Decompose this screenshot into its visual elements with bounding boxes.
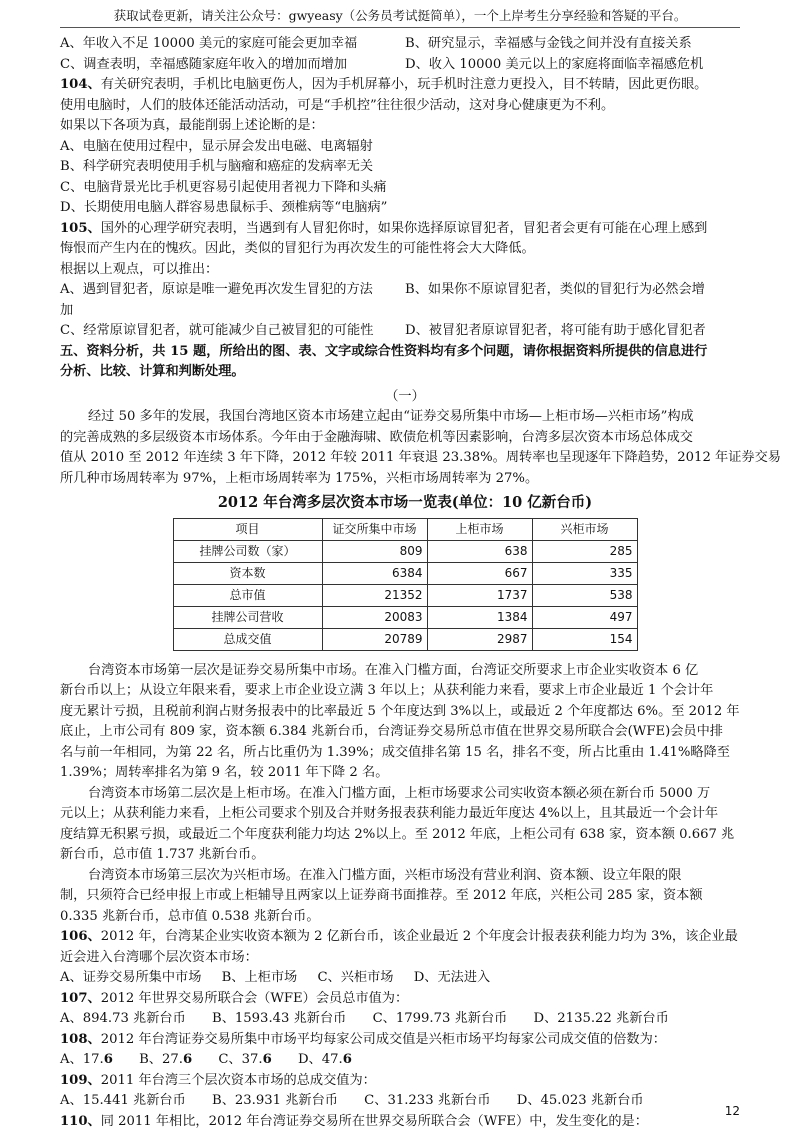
q107-stem: 2012 年世界交易所联合会（WFE）会员总市值为： xyxy=(100,990,409,1006)
table-cell: 21352 xyxy=(322,584,427,606)
q105-option-c: C、经常原谅冒犯者，就可能减少自己被冒犯的可能性 xyxy=(60,323,374,338)
table-header: 项目 xyxy=(173,518,322,540)
table-cell: 资本数 xyxy=(173,562,322,584)
q105-option-b: B、如果你不原谅冒犯者，类似的冒犯行为必然会增 xyxy=(405,282,705,297)
q104-stem-2: 使用电脑时，人们的肢体还能活动活动，可是“手机控”往往很少活动，这对身心健康更为不利。 xyxy=(60,97,615,113)
table-cell: 20789 xyxy=(322,628,427,650)
para2-line-3: 度无累计亏损，且税前利润占财务报表中的比率最近 5 个年度达到 3%以上，或最近 2 个年度都达 6%。至 2012 年 xyxy=(60,703,740,719)
q107-option-b: B、1593.43 兆新台币 xyxy=(212,1011,347,1026)
table-cell: 497 xyxy=(532,606,637,628)
q108-option-c-digit: 6 xyxy=(262,1052,272,1067)
q108-options xyxy=(60,1050,750,1071)
q104-number: 104、 xyxy=(60,77,101,92)
q108-option-a-digit: 6 xyxy=(103,1052,113,1067)
table-cell: 1384 xyxy=(427,606,532,628)
table-cell: 6384 xyxy=(322,562,427,584)
q107-option-c: C、1799.73 兆新台币 xyxy=(372,1011,508,1026)
q106-number: 106、 xyxy=(60,929,101,944)
q105-question: 根据以上观点，可以推出： xyxy=(60,261,219,277)
q108-option-b-digit: 6 xyxy=(182,1052,193,1067)
q108-option-d-digit: 6 xyxy=(342,1052,352,1067)
q108-option-d xyxy=(298,1052,352,1067)
q107-options xyxy=(60,1009,750,1030)
q110-stem: 同 2011 年相比，2012 年台湾证券交易所在世界交易所联合会（WFE）中，发生变化的是： xyxy=(100,1113,648,1129)
q108-stem-line xyxy=(60,1030,750,1051)
table-cell: 总成交值 xyxy=(173,628,322,650)
q109-number: 109、 xyxy=(60,1072,101,1088)
q106-stem-2: 近会进入台湾哪个层次资本市场： xyxy=(60,949,258,965)
table-header-row xyxy=(173,518,637,540)
section5-heading-2: 分析、比较、计算和判断处理。 xyxy=(60,364,245,379)
q109-option-a: A、15.441 兆新台币 xyxy=(60,1093,186,1108)
q108-option-d-text: D、47. xyxy=(297,1052,343,1067)
para2-line-1: 台湾资本市场第一层次是证券交易所集中市场。在准入门槛方面，台湾证交所要求上市企业实收资本 6 亿 xyxy=(88,662,699,678)
para2-line-6: 1.39%；周转率排名为第 9 名，较 2011 年下降 2 名。 xyxy=(60,765,389,780)
q104-question: 如果以下各项为真，最能削弱上述论断的是： xyxy=(60,118,324,133)
table-row xyxy=(173,562,637,584)
table-cell: 667 xyxy=(427,562,532,584)
intro-line-2: 的完善成熟的多层级资本市场体系。今年由于金融海啸、欧债危机等因素影响，台湾多层次资本市场总体成交 xyxy=(60,429,693,445)
table-row xyxy=(173,628,637,650)
para3-line-1: 台湾资本市场第二层次是上柜市场。在准入门槛方面，上柜市场要求公司实收资本额必须在新台币 5000 万 xyxy=(88,785,711,801)
q107-number: 107、 xyxy=(60,990,101,1006)
table-header: 兴柜市场 xyxy=(532,518,637,540)
q109-stem: 2011 年台湾三个层次资本市场的总成交值为： xyxy=(100,1072,376,1088)
table-cell: 2987 xyxy=(427,628,532,650)
q103-option-c: C、调查表明，幸福感随家庭年收入的增加而增加 xyxy=(60,56,348,72)
intro-line-3: 值从 2010 至 2012 年连续 3 年下降，2012 年较 2011 年衰退 23.38%。周转率也呈现逐年下降趋势，2012 年证券交易 xyxy=(60,450,781,465)
intro-line-4: 所几种市场周转率为 97%，上柜市场周转率为 175%，兴柜市场周转率为 27%。 xyxy=(60,470,539,486)
table-row xyxy=(173,584,637,606)
q110-stem-line xyxy=(60,1112,750,1132)
q108-option-b-text: B、27. xyxy=(139,1052,183,1067)
table-cell: 20083 xyxy=(322,606,427,628)
q108-option-c-text: C、37. xyxy=(218,1052,263,1067)
q109-option-d: D、45.023 兆新台币 xyxy=(516,1093,644,1108)
q104-option-b: B、科学研究表明使用手机与脑瘤和癌症的发病率无关 xyxy=(60,159,374,174)
para2-line-5: 名与前一年相同，为第 22 名，所占比重仍为 1.39%；成交值排名第 15 名，排名不变，所占比重由 1.41%略降至 xyxy=(60,744,730,760)
q109-option-c: C、31.233 兆新台币 xyxy=(364,1093,491,1108)
q103-options-row-2 xyxy=(60,55,750,76)
q106-option-c: C、兴柜市场 xyxy=(317,970,394,985)
q106-option-b: B、上柜市场 xyxy=(221,970,298,985)
table-header: 证交所集中市场 xyxy=(322,518,427,540)
table-cell: 809 xyxy=(322,540,427,562)
q107-option-a: A、894.73 兆新台币 xyxy=(60,1011,186,1026)
table-cell: 1737 xyxy=(427,584,532,606)
table-header: 上柜市场 xyxy=(427,518,532,540)
q110-number: 110、 xyxy=(60,1113,101,1129)
para4-line-2: 制，只须符合已经申报上市或上柜辅导且两家以上证券商书面推荐。至 2012 年底，兴柜公司 285 家，资本额 xyxy=(60,888,703,903)
q108-option-a xyxy=(60,1052,113,1067)
q105-stem-line-1 xyxy=(60,219,750,240)
q106-stem-1: 2012 年，台湾某企业实收资本额为 2 亿新台币，该企业最近 2 个年度会计报表获利能力均为 3%，该企业最 xyxy=(100,929,738,944)
q105-option-b-continued: 加 xyxy=(60,302,74,318)
q105-stem-2: 悔恨而产生内在的愧疚。因此，类似的冒犯行为再次发生的可能性将会大大降低。 xyxy=(60,241,535,256)
table-cell: 总市值 xyxy=(173,584,322,606)
q104-option-d: D、长期使用电脑人群容易患鼠标手、颈椎病等“电脑病” xyxy=(60,200,388,215)
q107-stem-line xyxy=(60,989,750,1010)
intro-line-1: 经过 50 多年的发展，我国台湾地区资本市场建立起由“证券交易所集中市场—上柜市场—兴柜市场”构成 xyxy=(88,409,694,424)
para4-line-3: 0.335 兆新台币，总市值 0.538 兆新台币。 xyxy=(60,908,320,924)
q105-option-d: D、被冒犯者原谅冒犯者，将可能有助于感化冒犯者 xyxy=(405,323,706,338)
q104-stem-line-1 xyxy=(60,75,750,96)
q106-option-a: A、证券交易所集中市场 xyxy=(60,970,202,985)
q106-options xyxy=(60,968,750,989)
q103-options-row-1 xyxy=(60,34,750,55)
q103-option-a: A、年收入不足 10000 美元的家庭可能会更加幸福 xyxy=(60,36,358,51)
q107-option-d: D、2135.22 兆新台币 xyxy=(533,1011,669,1026)
table-cell: 638 xyxy=(427,540,532,562)
q105-number: 105、 xyxy=(60,220,101,236)
q109-option-b: B、23.931 兆新台币 xyxy=(212,1093,338,1108)
page-number: 12 xyxy=(724,1104,740,1118)
table-title: 2012 年台湾多层次资本市场一览表(单位：10 亿新台币) xyxy=(217,494,593,511)
q108-option-a-text: A、17. xyxy=(60,1052,104,1067)
market-table xyxy=(173,518,638,651)
para3-line-4: 新台币，总市值 1.737 兆新台币。 xyxy=(60,847,265,862)
q109-stem-line xyxy=(60,1071,750,1092)
para2-line-2: 新台币以上；从设立年限来看，要求上市企业设立满 3 年以上；从获利能力来看，要求上市企业最近 1 个会计年 xyxy=(60,683,714,698)
table-row xyxy=(173,540,637,562)
q105-option-a: A、遇到冒犯者，原谅是唯一避免再次发生冒犯的方法 xyxy=(60,282,373,297)
para3-line-2: 元以上；从获利能力来看，上柜公司要求个别及合并财务报表获利能力最近年度达 4%以上，且其最近一个会计年 xyxy=(60,806,719,821)
page-header: 获取试卷更新，请关注公众号：gwyeasy（公务员考试挺简单），一个上岸考生分享经验和答疑的平台。 xyxy=(60,6,740,28)
q103-option-d: D、收入 10000 美元以上的家庭将面临幸福感危机 xyxy=(405,56,704,72)
q108-option-c xyxy=(218,1052,271,1067)
q104-option-c: C、电脑背景光比手机更容易引起使用者视力下降和头痛 xyxy=(60,179,387,195)
table-cell: 154 xyxy=(532,628,637,650)
q108-stem: 2012 年台湾证券交易所集中市场平均每家公司成交值是兴柜市场平均每家公司成交值的倍数为： xyxy=(100,1031,666,1047)
table-cell: 538 xyxy=(532,584,637,606)
q104-stem-1: 有关研究表明，手机比电脑更伤人，因为手机屏幕小，玩手机时注意力更投入，目不转睛，因此更伤眼。 xyxy=(100,77,708,92)
page-content xyxy=(60,34,781,1132)
table-cell: 挂牌公司数（家） xyxy=(173,540,322,562)
para2-line-4: 底止，上市公司有 809 家，资本额 6.384 兆新台币，台湾证券交易所总市值在世界交易所联合会(WFE)会员中排 xyxy=(60,724,723,739)
q106-option-d: D、无法进入 xyxy=(413,970,491,985)
q104-option-a: A、电脑在使用过程中，显示屏会发出电磁、电离辐射 xyxy=(60,138,373,154)
para4-line-1: 台湾资本市场第三层次为兴柜市场。在准入门槛方面，兴柜市场没有营业利润、资本额、设立年限的限 xyxy=(88,867,682,883)
table-row xyxy=(173,606,637,628)
q105-options-row-2 xyxy=(60,321,750,342)
q109-options xyxy=(60,1091,750,1112)
section5-heading-1: 五、资料分析，共 15 题，所给出的图、表、文字或综合性资料均有多个问题，请你根据资料所提供的信息进行 xyxy=(60,343,708,359)
q108-number: 108、 xyxy=(60,1031,101,1047)
table-cell: 285 xyxy=(532,540,637,562)
q108-option-b xyxy=(139,1052,192,1067)
q105-options-row-1 xyxy=(60,280,750,301)
q105-stem-1: 国外的心理学研究表明，当遇到有人冒犯你时，如果你选择原谅冒犯者，冒犯者会更有可能在心理上感到 xyxy=(100,220,708,236)
q103-option-b: B、研究显示，幸福感与金钱之间并没有直接关系 xyxy=(405,36,692,51)
para3-line-3: 度结算无积累亏损，或最近二个年度获利能力均达 2%以上。至 2012 年底，上柜公司有 638 家，资本额 0.667 兆 xyxy=(60,826,735,842)
table-cell: 挂牌公司营收 xyxy=(173,606,322,628)
table-cell: 335 xyxy=(532,562,637,584)
q106-stem-line-1 xyxy=(60,927,750,948)
part-label: （一） xyxy=(385,388,425,404)
